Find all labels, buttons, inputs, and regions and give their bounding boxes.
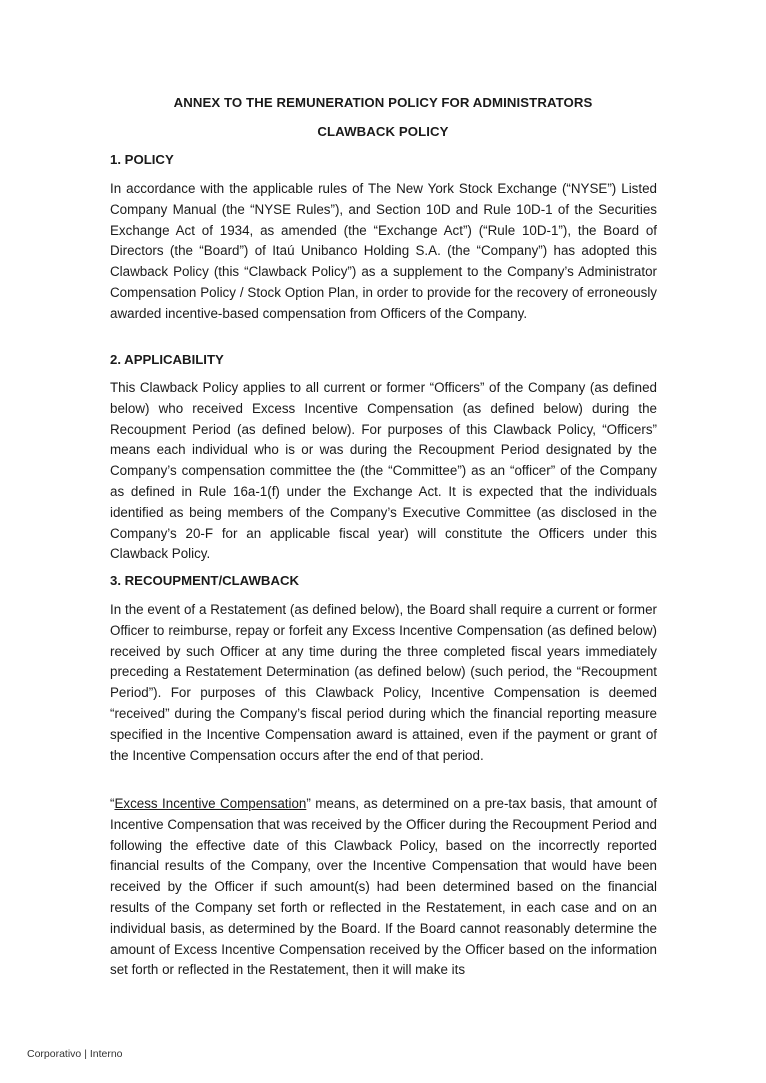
document-subtitle: CLAWBACK POLICY <box>317 124 449 139</box>
defined-term-excess-incentive-compensation: Excess Incentive Compensation <box>114 796 307 811</box>
document-title: ANNEX TO THE REMUNERATION POLICY FOR ADMINISTRATORS <box>173 95 593 110</box>
classification-footer: Corporativo | Interno <box>27 1048 123 1060</box>
section-heading-recoupment: 3. RECOUPMENT/CLAWBACK <box>110 573 300 588</box>
recoupment-paragraph: In the event of a Restatement (as defined below), the Board shall require a current or former Officer to reimburse, repay or forfeit any Excess Incentive Compensation (as defined below) received by such Officer at any time during the three completed fiscal years immediately preceding a Restatement Determination (as defined below) (such period, the “Recoupment Period”). For purposes of this Clawback Policy, Incentive Compensation is deemed “received” during the Company’s fiscal period during which the financial reporting measure specified in the Incentive Compensation award is attained, even if the payment or grant of the Incentive Compensation occurs after the end of that period. <box>110 602 657 763</box>
excess-compensation-definition <box>110 794 657 981</box>
policy-paragraph: In accordance with the applicable rules of The New York Stock Exchange (“NYSE”) Listed Company Manual (the “NYSE Rules”), and Section 10D and Rule 10D-1 of the Securities Exchange Act of 1934, as amended (the “Exchange Act”) (“Rule 10D-1”), the Board of Directors (the “Board”) of Itaú Unibanco Holding S.A. (the “Company”) has adopted this Clawback Policy (this “Clawback Policy”) as a supplement to the Company’s Administrator Compensation Policy / Stock Option Plan, in order to provide for the recovery of erroneously awarded incentive-based compensation from Officers of the Company. <box>110 181 657 321</box>
definition-open-quote: “ <box>110 796 115 811</box>
applicability-paragraph: This Clawback Policy applies to all current or former “Officers” of the Company (as defined below) who received Excess Incentive Compensation (as defined below) during the Recoupment Period (as defined below). For purposes of this Clawback Policy, “Officers” means each individual who is or was during the Recoupment Period designated by the Company’s compensation committee the (the “Committee”) as an “officer” of the Company as defined in Rule 16a-1(f) under the Exchange Act. It is expected that the individuals identified as being members of the Company’s Executive Committee (as disclosed in the Company’s 20-F for an applicable fiscal year) will constitute the Officers under this Clawback Policy. <box>110 380 657 562</box>
section-heading-applicability: 2. APPLICABILITY <box>110 352 224 367</box>
definition-text: ” means, as determined on a pre-tax basis, that amount of Incentive Compensation that was received by the Officer during the Recoupment Period and following the effective date of this Clawback Policy, based on the incorrectly reported financial results of the Company, over the Incentive Compensation that would have been received by the Officer if such amount(s) had been determined based on the financial results of the Company set forth or reflected in the Restatement, in each case and on an individual basis, as determined by the Board. If the Board cannot reasonably determine the amount of Excess Incentive Compensation received by the Officer based on the information set forth or reflected in the Restatement, then it will make its <box>110 796 658 978</box>
section-heading-policy: 1. POLICY <box>110 152 174 167</box>
